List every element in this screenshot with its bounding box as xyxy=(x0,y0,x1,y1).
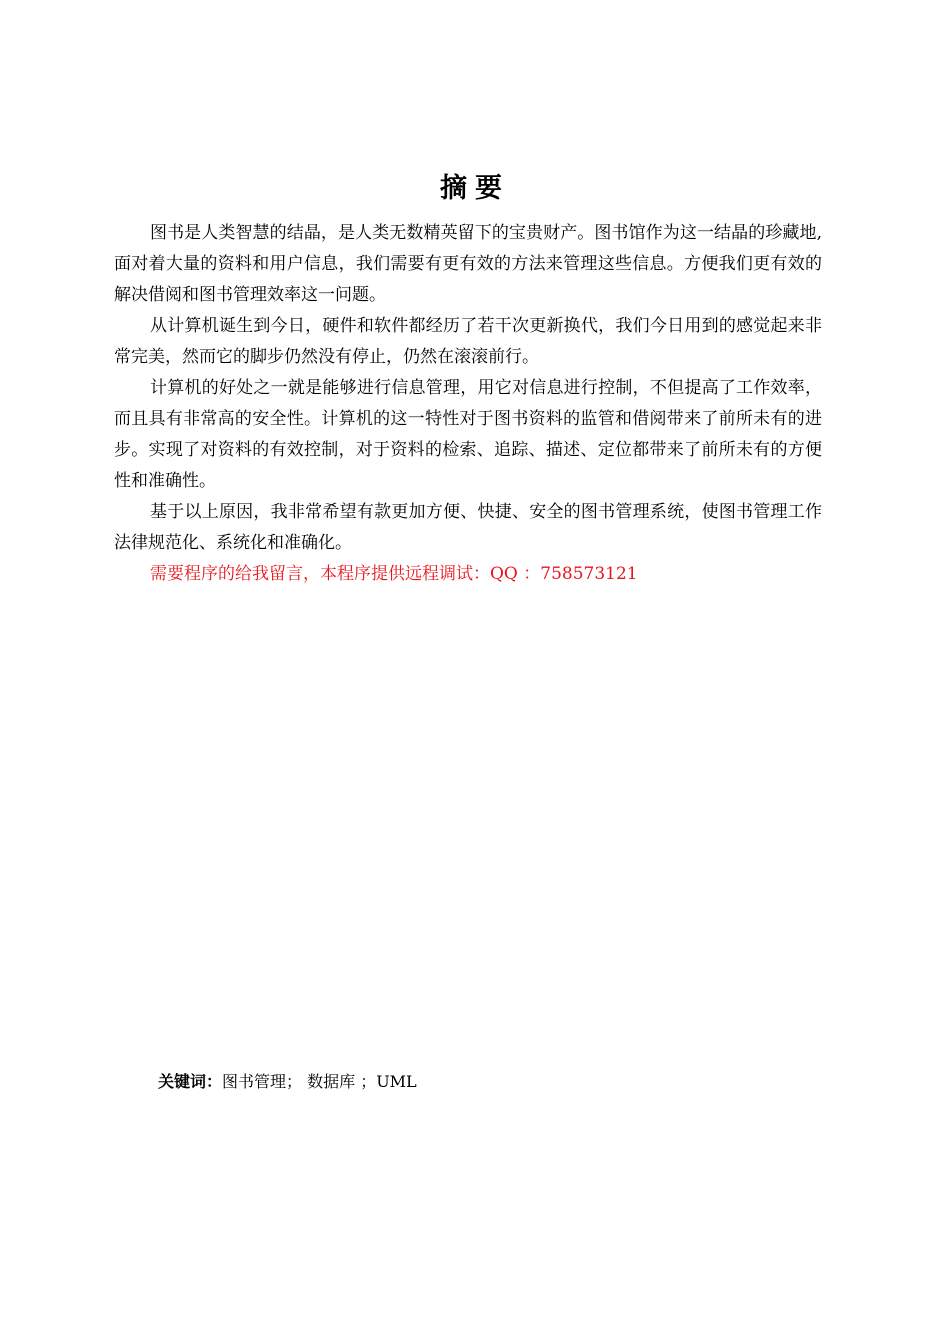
keywords-text: 图书管理； 数据库 ；UML xyxy=(222,1072,417,1091)
abstract-paragraph-2: 从计算机诞生到今日，硬件和软件都经历了若干次更新换代，我们今日用到的感觉起来非常完美，然而它的脚步仍然没有停止，仍然在滚滚前行。 xyxy=(114,316,822,367)
keywords-line xyxy=(158,1068,417,1096)
abstract-paragraph-4: 基于以上原因，我非常希望有款更加方便、快捷、安全的图书管理系统，使图书管理工作法律规范化、系统化和准确化。 xyxy=(114,502,822,553)
abstract-paragraph-1: 图书是人类智慧的结晶，是人类无数精英留下的宝贵财产。图书馆作为这一结晶的珍藏地,面对着大量的资料和用户信息，我们需要有更有效的方法来管理这些信息。方便我们更有效的解决借阅和图书管理效率这一问题。 xyxy=(114,223,822,305)
abstract-paragraph-3: 计算机的好处之一就是能够进行信息管理，用它对信息进行控制，不但提高了工作效率，而且具有非常高的安全性。计算机的这一特性对于图书资料的监管和借阅带来了前所未有的进步。实现了对资料的有效控制，对于资料的检索、追踪、描述、定位都带来了前所未有的方便性和准确性。 xyxy=(114,378,822,491)
keywords-label: 关键词： xyxy=(158,1072,223,1091)
abstract-body xyxy=(114,218,822,590)
contact-note: 需要程序的给我留言，本程序提供远程调试：QQ ：758573121 xyxy=(150,564,638,584)
abstract-title: 摘要 xyxy=(440,173,510,204)
